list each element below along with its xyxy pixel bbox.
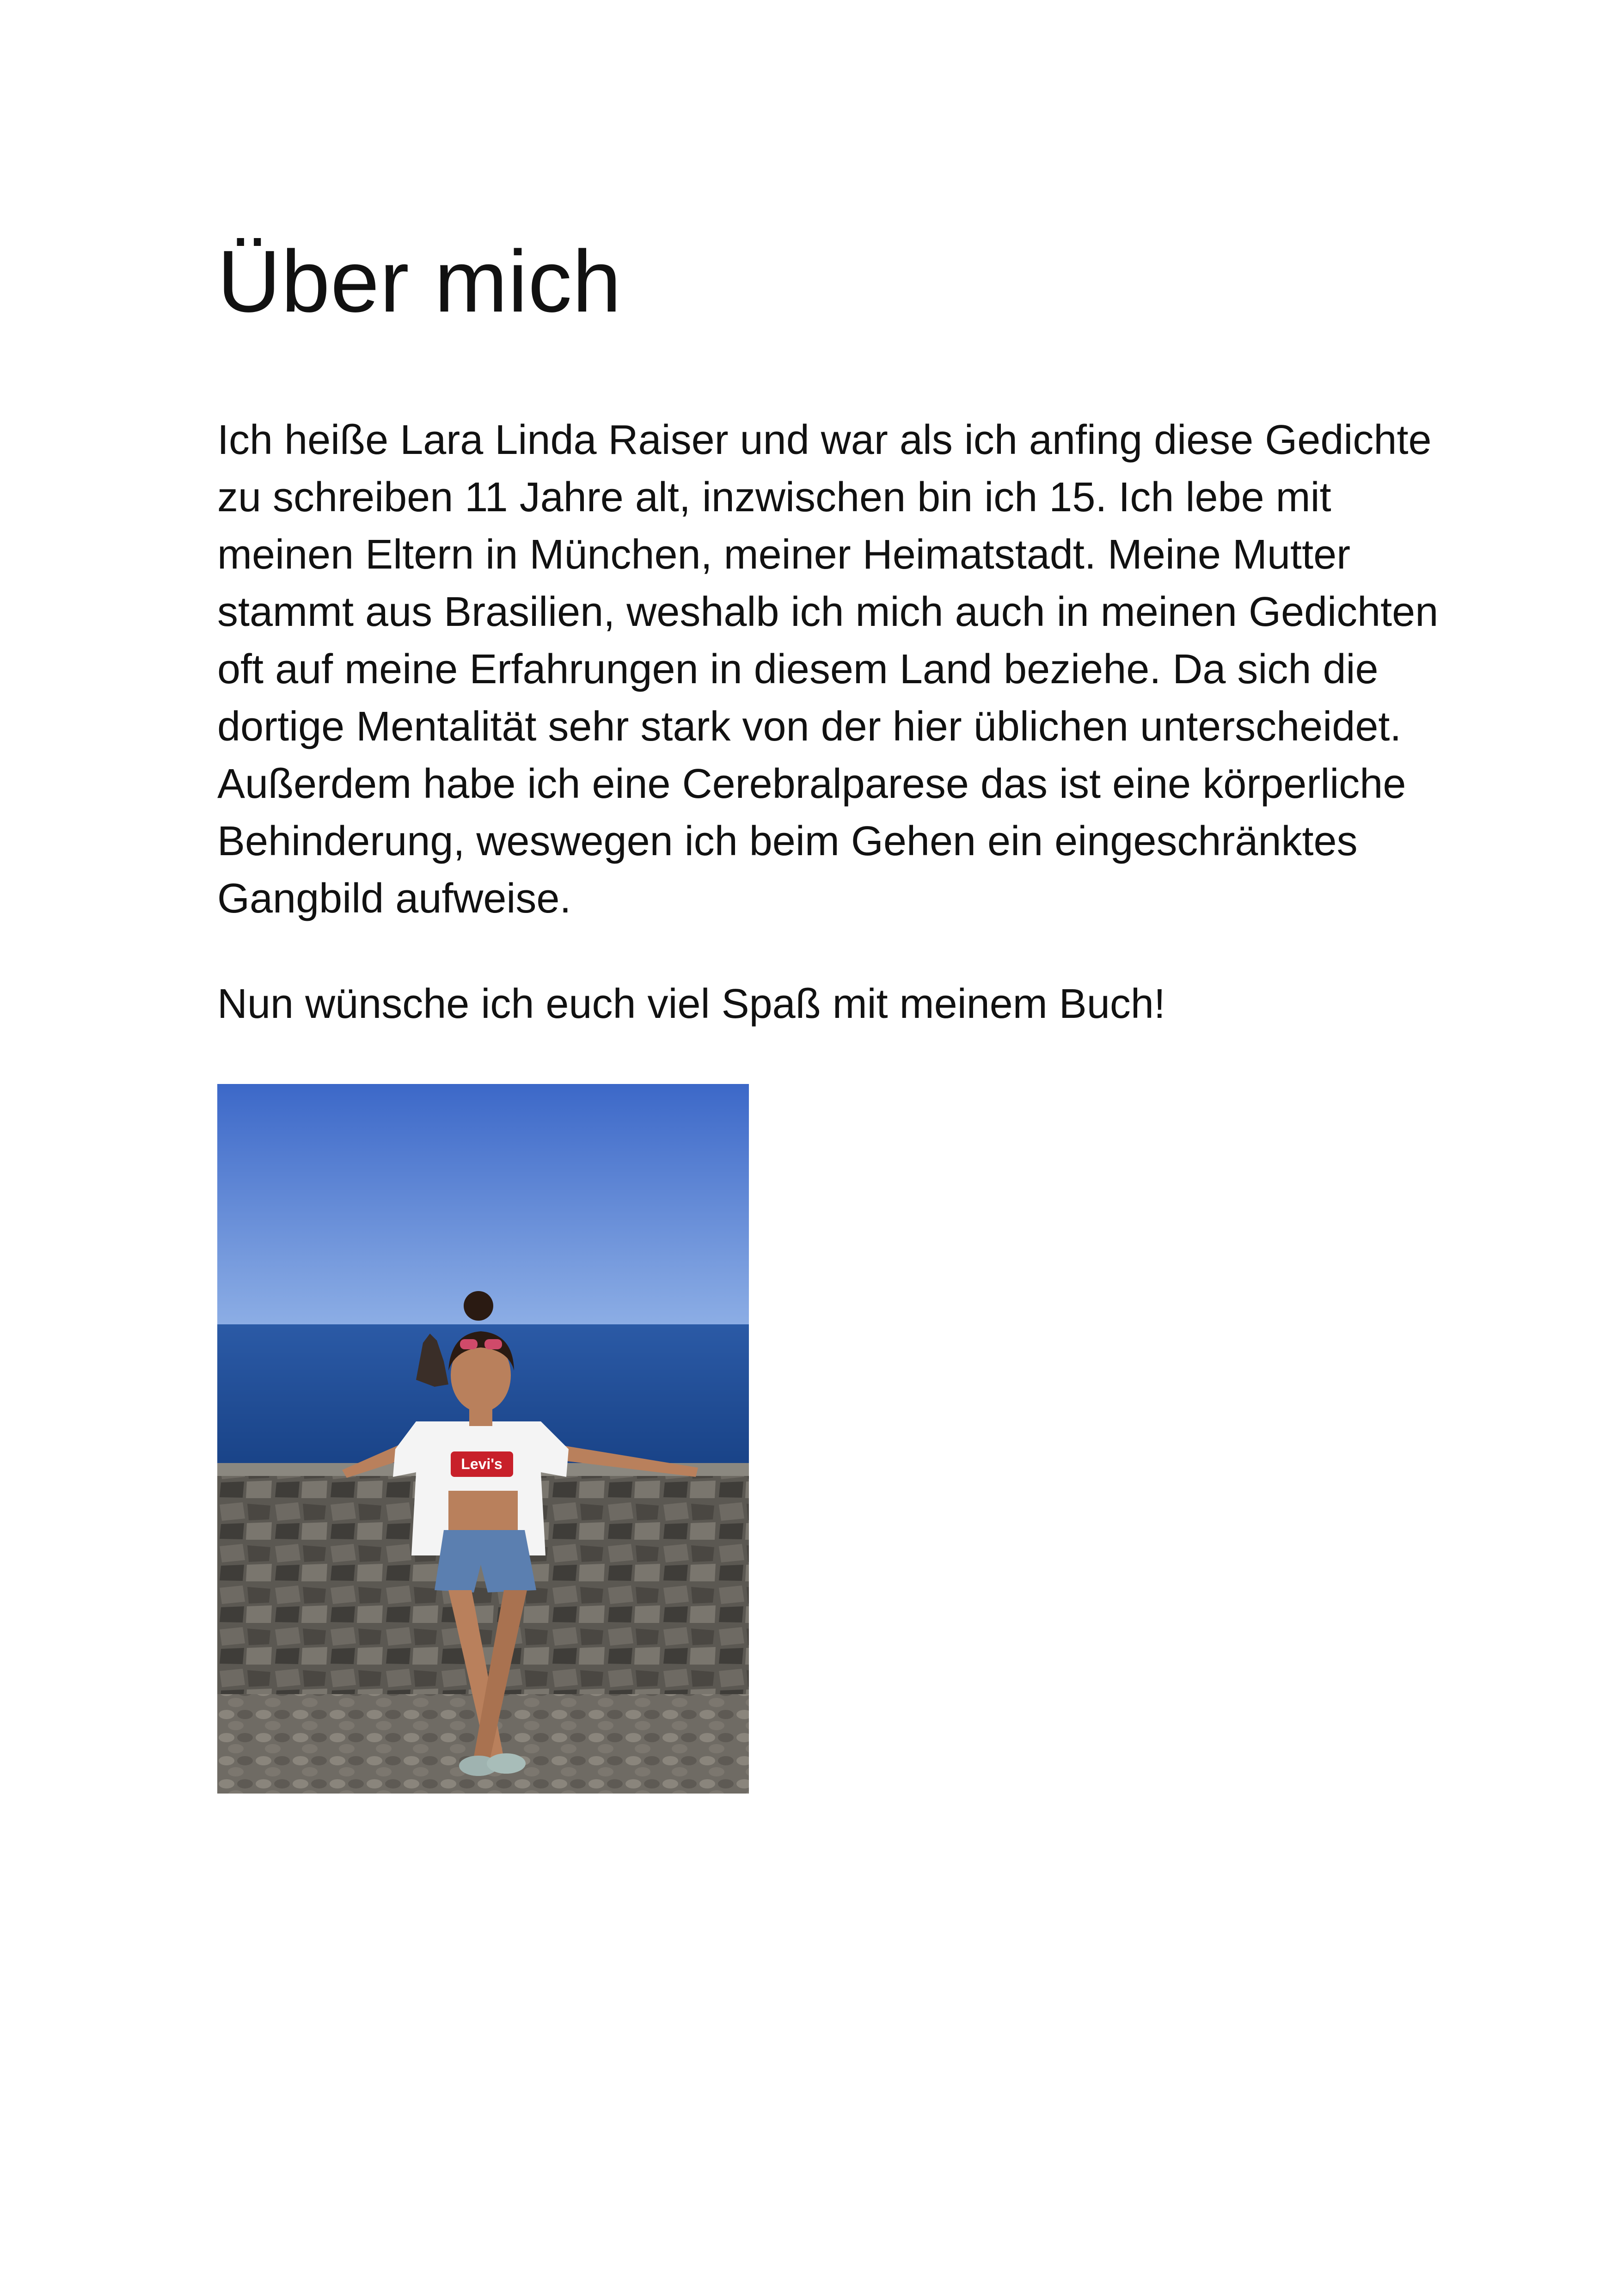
page-title: Über mich	[217, 233, 622, 331]
author-photo	[217, 1084, 749, 1794]
closing-sentence: Nun wünsche ich euch viel Spaß mit meinem Buch!	[217, 981, 1165, 1027]
shirt-logo-text: Levi's	[461, 1456, 503, 1472]
author-photo-illustration	[217, 1084, 749, 1794]
about-paragraph: Ich heiße Lara Linda Raiser und war als ich anfing diese Gedichte zu schreiben 11 Jahre alt, inzwischen bin ich 15. Ich lebe mit meinen Eltern in München, meiner Heimatstadt. Meine Mutter stammt aus Brasilien, weshalb ich mich auch in meinen Gedichten oft auf meine Erfahrungen in diesem Land beziehe. Da sich die dortige Mentalität sehr stark von der hier üblichen unterscheidet. Außerdem habe ich eine Cerebralparese das ist eine körperliche Behinderung, weswegen ich beim Gehen ein eingeschränktes Gangbild aufweise.	[217, 417, 1439, 922]
